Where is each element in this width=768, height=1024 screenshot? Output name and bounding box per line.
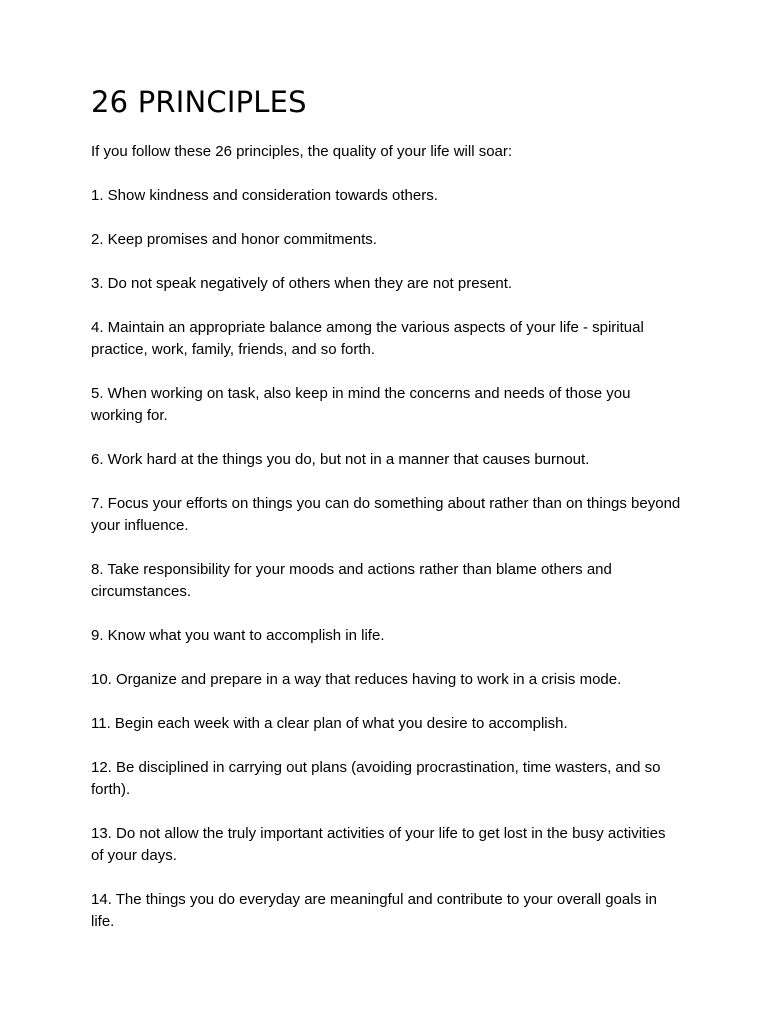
principle-item: 5. When working on task, also keep in mind the concerns and needs of those you working for. <box>91 385 631 424</box>
principle-item: 13. Do not allow the truly important activities of your life to get lost in the busy activities of your days. <box>91 825 666 864</box>
principle-item: 10. Organize and prepare in a way that reduces having to work in a crisis mode. <box>91 671 622 688</box>
page-title: 26 PRINCIPLES <box>91 85 307 119</box>
principle-item: 14. The things you do everyday are meaningful and contribute to your overall goals in life. <box>91 891 657 930</box>
principle-item: 2. Keep promises and honor commitments. <box>91 231 377 248</box>
principle-item: 3. Do not speak negatively of others when they are not present. <box>91 275 513 292</box>
principle-item: 8. Take responsibility for your moods and actions rather than blame others and circumstances. <box>91 561 612 600</box>
principles-list <box>91 185 682 933</box>
principle-item: 1. Show kindness and consideration towards others. <box>91 187 438 204</box>
principle-item: 11. Begin each week with a clear plan of what you desire to accomplish. <box>91 715 568 732</box>
principle-item: 6. Work hard at the things you do, but not in a manner that causes burnout. <box>91 451 590 468</box>
document-body <box>91 141 682 933</box>
principle-item: 7. Focus your efforts on things you can do something about rather than on things beyond your influence. <box>91 495 681 534</box>
principle-item: 9. Know what you want to accomplish in life. <box>91 627 385 644</box>
intro-paragraph: If you follow these 26 principles, the quality of your life will soar: <box>91 143 513 160</box>
principle-item: 12. Be disciplined in carrying out plans (avoiding procrastination, time wasters, and so forth). <box>91 759 661 798</box>
principle-item: 4. Maintain an appropriate balance among the various aspects of your life - spiritual practice, work, family, friends, and so forth. <box>91 319 644 358</box>
